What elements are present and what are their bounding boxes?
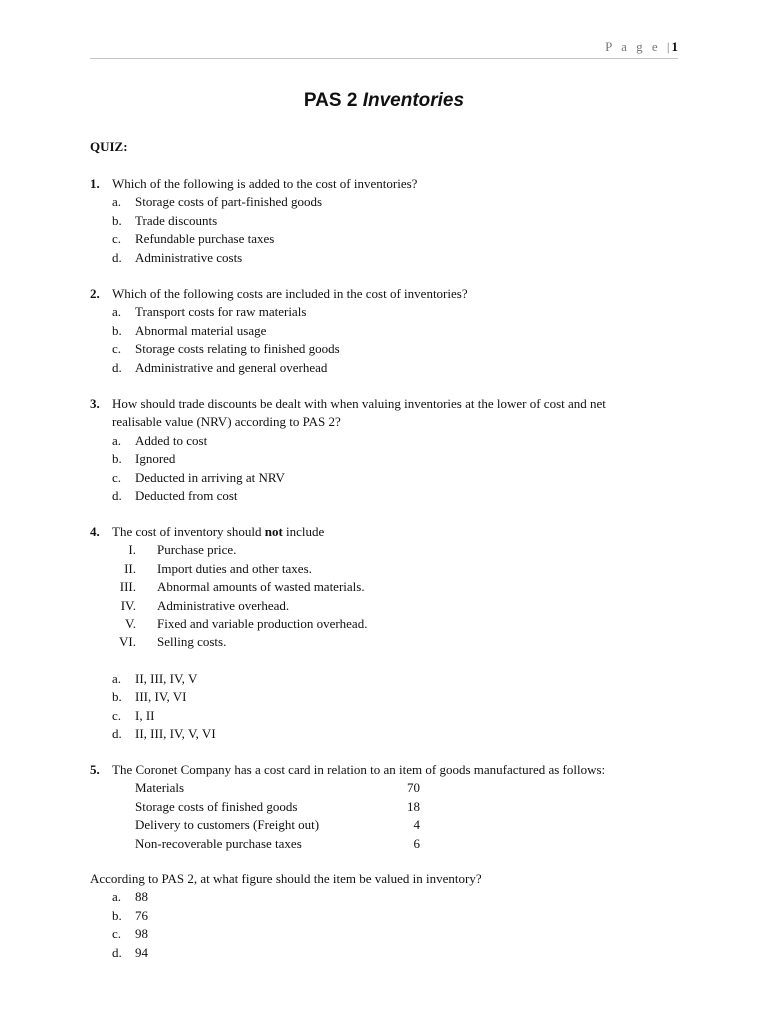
option-text: II, III, IV, V bbox=[135, 670, 198, 686]
roman-item-text: Fixed and variable production overhead. bbox=[157, 615, 368, 631]
option-list bbox=[90, 432, 690, 506]
option-text: Ignored bbox=[135, 451, 176, 467]
option-letter: d. bbox=[112, 487, 122, 503]
cost-label: Delivery to customers (Freight out) bbox=[135, 817, 320, 833]
roman-item-text: Purchase price. bbox=[157, 542, 237, 558]
roman-item bbox=[90, 633, 690, 651]
option-letter: a. bbox=[112, 670, 122, 686]
roman-item bbox=[90, 597, 690, 615]
roman-item bbox=[90, 615, 690, 633]
option-text: Added to cost bbox=[135, 432, 208, 448]
option-letter: c. bbox=[112, 341, 122, 357]
option-c bbox=[90, 469, 690, 487]
option-text: 98 bbox=[135, 926, 148, 942]
option-letter: d. bbox=[112, 359, 122, 375]
question-number: 5. bbox=[90, 762, 100, 777]
option-letter: c. bbox=[112, 707, 122, 723]
option-a bbox=[90, 888, 690, 906]
option-a bbox=[90, 303, 690, 321]
option-b bbox=[90, 212, 690, 230]
question-4 bbox=[90, 523, 690, 743]
option-text: Abnormal material usage bbox=[135, 322, 267, 338]
title-prefix: PAS 2 bbox=[303, 90, 358, 111]
question-3 bbox=[90, 395, 690, 505]
option-text: Deducted in arriving at NRV bbox=[135, 469, 285, 485]
option-a bbox=[90, 670, 690, 688]
roman-numeral: IV. bbox=[120, 597, 136, 613]
roman-numeral: I. bbox=[128, 542, 136, 558]
option-text: Administrative costs bbox=[135, 249, 243, 265]
option-text: 76 bbox=[135, 907, 148, 923]
option-text: I, II bbox=[135, 707, 155, 723]
option-a bbox=[90, 193, 690, 211]
question-5-followup bbox=[90, 870, 690, 962]
question-text bbox=[112, 523, 690, 541]
cost-card-row bbox=[135, 779, 690, 797]
title-italic: Inventories bbox=[362, 90, 465, 111]
option-a bbox=[90, 432, 690, 450]
roman-numeral: II. bbox=[124, 560, 136, 576]
page-label: P a g e bbox=[605, 39, 661, 54]
option-list bbox=[90, 303, 690, 377]
option-text: Storage costs relating to finished goods bbox=[135, 341, 340, 357]
question-number: 3. bbox=[90, 396, 100, 411]
roman-numeral: VI. bbox=[119, 634, 136, 650]
roman-numeral: V. bbox=[125, 615, 136, 631]
option-d bbox=[90, 487, 690, 505]
question-text-line-1: How should trade discounts be dealt with when valuing inventories at the lower of cost and net bbox=[112, 396, 606, 411]
quiz-label: QUIZ: bbox=[90, 139, 128, 154]
cost-label: Materials bbox=[135, 780, 185, 796]
option-letter: b. bbox=[112, 322, 122, 338]
cost-card-row bbox=[135, 816, 690, 834]
option-list bbox=[90, 670, 690, 744]
option-letter: c. bbox=[112, 926, 122, 942]
option-letter: a. bbox=[112, 889, 122, 905]
option-text: 88 bbox=[135, 889, 148, 905]
cost-label: Non-recoverable purchase taxes bbox=[135, 835, 302, 851]
option-d bbox=[90, 359, 690, 377]
page-header bbox=[605, 38, 678, 56]
question-text: Which of the following costs are included in the cost of inventories? bbox=[112, 286, 468, 301]
option-c bbox=[90, 925, 690, 943]
document-title bbox=[0, 92, 768, 110]
question-1 bbox=[90, 175, 690, 267]
page-number: 1 bbox=[671, 39, 678, 54]
option-letter: b. bbox=[112, 451, 122, 467]
option-b bbox=[90, 688, 690, 706]
roman-item-text: Abnormal amounts of wasted materials. bbox=[157, 579, 365, 595]
option-text: Refundable purchase taxes bbox=[135, 231, 275, 247]
question-number: 1. bbox=[90, 176, 100, 191]
question-text-line-2: realisable value (NRV) according to PAS 2? bbox=[112, 414, 341, 430]
option-c bbox=[90, 230, 690, 248]
question-number: 4. bbox=[90, 524, 100, 539]
option-text: Storage costs of part-finished goods bbox=[135, 194, 323, 210]
option-letter: d. bbox=[112, 944, 122, 960]
question-number: 2. bbox=[90, 286, 100, 301]
question-5 bbox=[90, 761, 690, 853]
option-text: 94 bbox=[135, 944, 148, 960]
option-b bbox=[90, 907, 690, 925]
option-text: Transport costs for raw materials bbox=[135, 304, 307, 320]
roman-item bbox=[90, 578, 690, 596]
option-list bbox=[90, 888, 690, 962]
roman-item-text: Import duties and other taxes. bbox=[157, 560, 312, 576]
page-separator: | bbox=[666, 39, 670, 54]
option-b bbox=[90, 322, 690, 340]
option-letter: c. bbox=[112, 231, 122, 247]
option-c bbox=[90, 707, 690, 725]
option-letter: b. bbox=[112, 907, 122, 923]
question-text-before: The cost of inventory should bbox=[112, 524, 265, 539]
question-text: Which of the following is added to the cost of inventories? bbox=[112, 176, 418, 191]
option-letter: a. bbox=[112, 304, 122, 320]
option-d bbox=[90, 725, 690, 743]
option-text: Deducted from cost bbox=[135, 487, 238, 503]
question-2 bbox=[90, 285, 690, 377]
roman-item bbox=[90, 541, 690, 559]
cost-value: 18 bbox=[407, 798, 420, 814]
option-d bbox=[90, 249, 690, 267]
option-letter: b. bbox=[112, 689, 122, 705]
option-b bbox=[90, 450, 690, 468]
question-text-emphasis: not bbox=[264, 524, 283, 539]
option-list bbox=[90, 193, 690, 267]
option-text: III, IV, VI bbox=[135, 689, 187, 705]
cost-label: Storage costs of finished goods bbox=[135, 798, 298, 814]
option-text: II, III, IV, V, VI bbox=[135, 725, 216, 741]
roman-item-list bbox=[90, 541, 690, 651]
cost-value: 70 bbox=[407, 780, 420, 796]
option-letter: d. bbox=[112, 249, 122, 265]
option-c bbox=[90, 340, 690, 358]
cost-card bbox=[135, 779, 690, 853]
option-letter: c. bbox=[112, 469, 122, 485]
question-text: The Coronet Company has a cost card in relation to an item of goods manufactured as follows: bbox=[112, 762, 606, 777]
option-letter: d. bbox=[112, 725, 122, 741]
option-d bbox=[90, 944, 690, 962]
roman-item-text: Selling costs. bbox=[157, 634, 227, 650]
roman-item-text: Administrative overhead. bbox=[157, 597, 290, 613]
cost-value: 4 bbox=[413, 817, 420, 833]
option-letter: a. bbox=[112, 194, 122, 210]
cost-card-row bbox=[135, 835, 690, 853]
option-letter: a. bbox=[112, 432, 122, 448]
question-text-after: include bbox=[282, 524, 325, 539]
option-text: Administrative and general overhead bbox=[135, 359, 328, 375]
cost-card-row bbox=[135, 798, 690, 816]
followup-text: According to PAS 2, at what figure should the item be valued in inventory? bbox=[90, 871, 482, 886]
roman-numeral: III. bbox=[119, 579, 136, 595]
roman-item bbox=[90, 560, 690, 578]
option-text: Trade discounts bbox=[135, 212, 218, 228]
option-letter: b. bbox=[112, 212, 122, 228]
cost-value: 6 bbox=[413, 835, 420, 851]
header-rule bbox=[90, 58, 678, 59]
